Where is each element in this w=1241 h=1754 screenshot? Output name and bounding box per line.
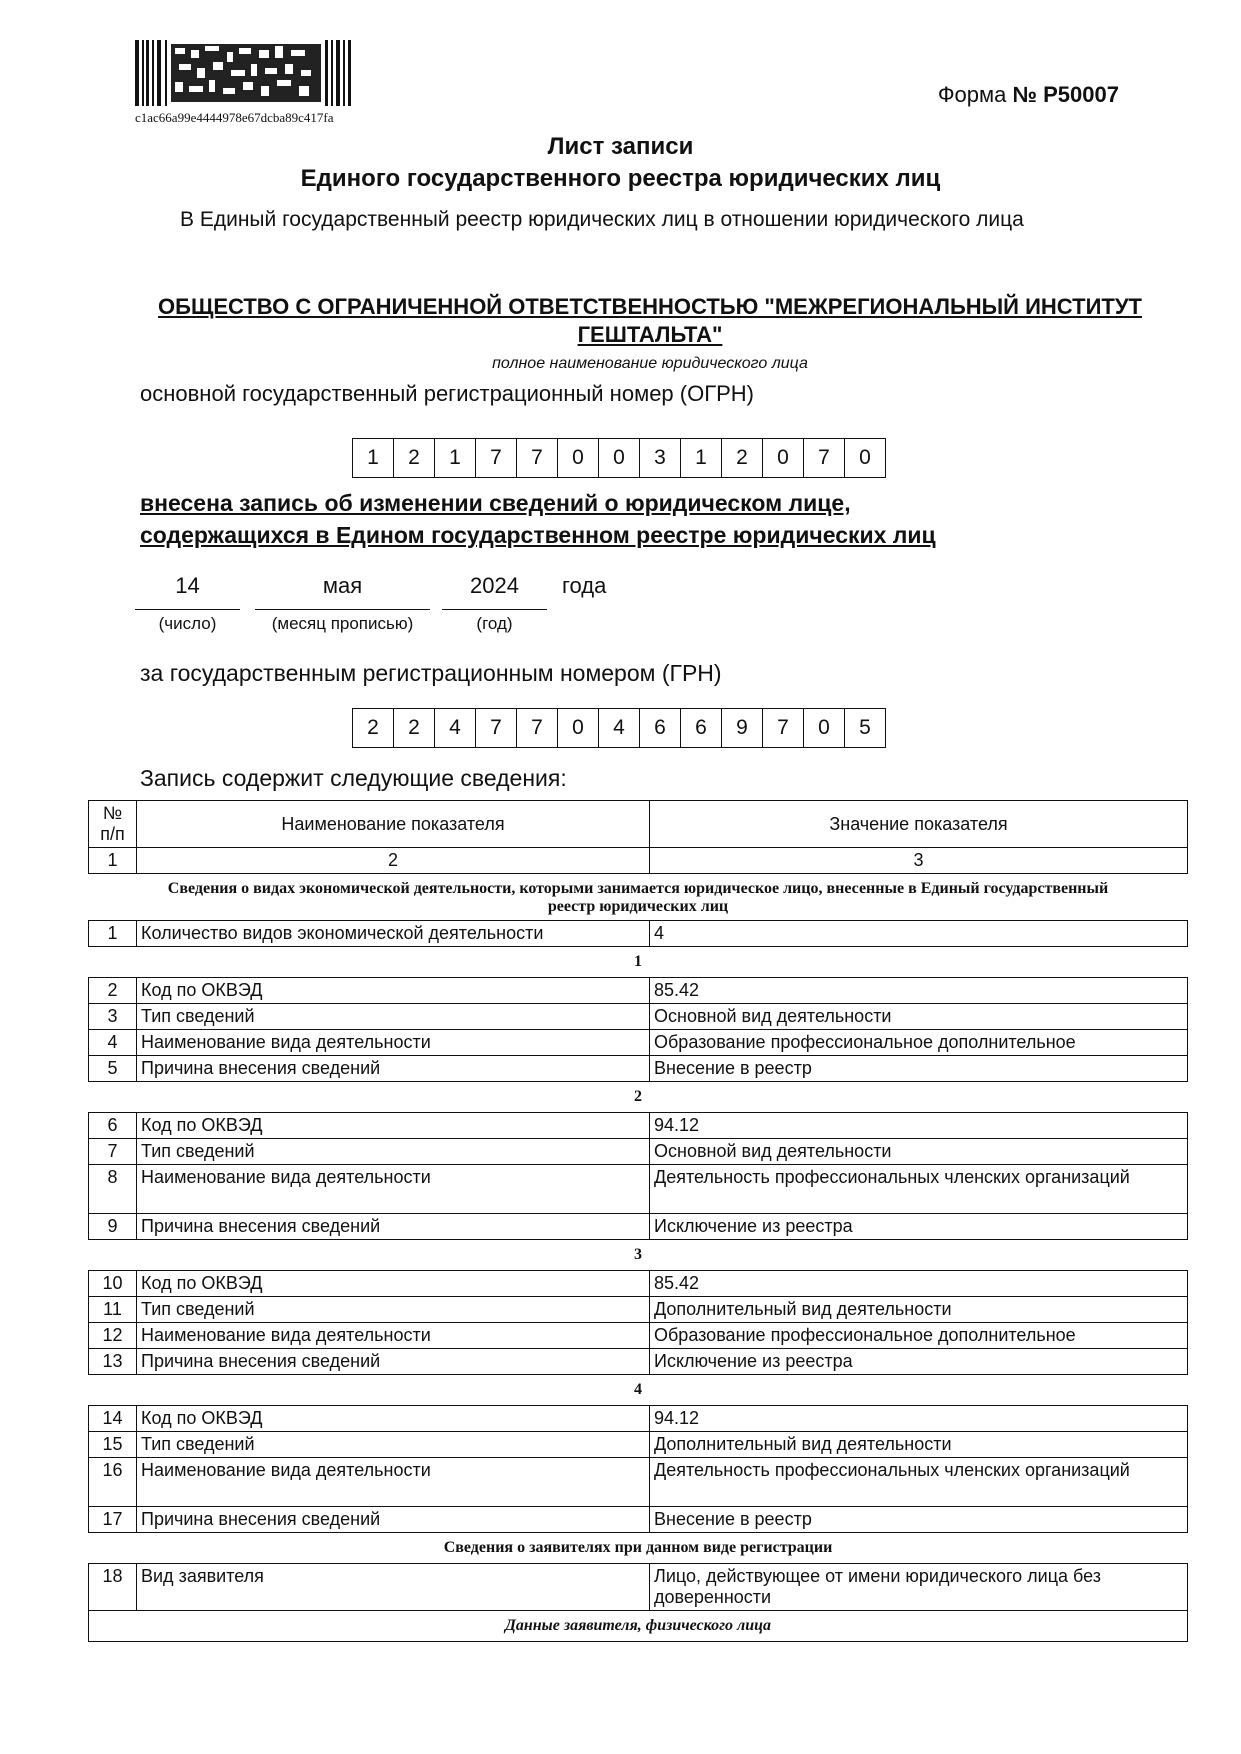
row-name: Количество видов экономической деятельности — [137, 921, 650, 947]
row-number: 7 — [89, 1139, 137, 1165]
ogrn-digits — [352, 438, 886, 478]
col-number: 2 — [137, 848, 650, 874]
row-value: 94.12 — [650, 1406, 1188, 1432]
date-day-line — [135, 609, 240, 610]
row-name: Код по ОКВЭД — [137, 1113, 650, 1139]
row-name: Наименование вида деятельности — [137, 1165, 650, 1214]
row-number: 8 — [89, 1165, 137, 1214]
subsection-heading-text: Данные заявителя, физического лица — [89, 1611, 1188, 1642]
row-number: 10 — [89, 1271, 137, 1297]
col-number: 3 — [650, 848, 1188, 874]
group-heading — [89, 1375, 1188, 1406]
grn-label: за государственным регистрационным номером (ГРН) — [140, 660, 722, 686]
row-number: 18 — [89, 1564, 137, 1611]
grn-digit: 4 — [435, 708, 476, 748]
grn-digit: 5 — [845, 708, 886, 748]
row-value: Деятельность профессиональных членских организаций — [650, 1458, 1188, 1507]
date-day-caption: (число) — [158, 614, 217, 633]
form-code: № Р50007 — [1012, 82, 1119, 107]
table-header — [89, 801, 1188, 848]
row-value: 94.12 — [650, 1113, 1188, 1139]
date-year-caption: (год) — [476, 614, 513, 633]
section-heading-text: Сведения о заявителях при данном виде регистрации — [89, 1533, 1188, 1564]
table-number-row — [89, 848, 1188, 874]
col-value-header: Значение показателя — [650, 801, 1188, 848]
group-heading — [89, 1240, 1188, 1271]
row-number: 13 — [89, 1349, 137, 1375]
row-value: 85.42 — [650, 978, 1188, 1004]
row-name: Причина внесения сведений — [137, 1507, 650, 1533]
date-year: 2024 — [470, 573, 519, 598]
org-name: ОБЩЕСТВО С ОГРАНИЧЕННОЙ ОТВЕТСТВЕННОСТЬЮ "МЕЖРЕГИОНАЛЬНЫЙ ИНСТИТУТ ГЕШТАЛЬТА" — [158, 294, 1142, 347]
date-month: мая — [322, 573, 363, 598]
row-name: Наименование вида деятельности — [137, 1323, 650, 1349]
table-row — [89, 1564, 1188, 1611]
grn-digit: 7 — [517, 708, 558, 748]
row-number: 17 — [89, 1507, 137, 1533]
entry-statement — [140, 487, 1140, 551]
row-value: Лицо, действующее от имени юридического лица без доверенности — [650, 1564, 1188, 1611]
form-number — [938, 82, 1119, 108]
ogrn-digit: 1 — [353, 438, 394, 478]
table-row — [89, 1323, 1188, 1349]
table-row — [89, 1004, 1188, 1030]
ogrn-digit: 1 — [435, 438, 476, 478]
ogrn-digit: 0 — [845, 438, 886, 478]
col-name-header: Наименование показателя — [137, 801, 650, 848]
ogrn-digit: 7 — [476, 438, 517, 478]
row-name: Тип сведений — [137, 1004, 650, 1030]
grn-digit: 2 — [353, 708, 394, 748]
row-value: Дополнительный вид деятельности — [650, 1432, 1188, 1458]
subsection-heading — [89, 1611, 1188, 1642]
row-name: Тип сведений — [137, 1432, 650, 1458]
ogrn-digit: 7 — [517, 438, 558, 478]
row-number: 12 — [89, 1323, 137, 1349]
table-row — [89, 1139, 1188, 1165]
row-name: Тип сведений — [137, 1139, 650, 1165]
page-subtitle: Единого государственного реестра юридических лиц — [300, 165, 941, 192]
table-row — [89, 921, 1188, 947]
table-row — [89, 1056, 1188, 1082]
ogrn-label: основной государственный регистрационный номер (ОГРН) — [140, 381, 755, 406]
date-day: 14 — [175, 573, 200, 598]
section-heading — [89, 1533, 1188, 1564]
ogrn-digit: 7 — [804, 438, 845, 478]
grn-digits — [352, 708, 886, 748]
row-number: 1 — [89, 921, 137, 947]
group-heading — [89, 947, 1188, 978]
date-month-caption: (месяц прописью) — [271, 614, 414, 633]
row-value: 4 — [650, 921, 1188, 947]
grn-digit: 9 — [722, 708, 763, 748]
table-row — [89, 1165, 1188, 1214]
table-row — [89, 1458, 1188, 1507]
table-row — [89, 1297, 1188, 1323]
grn-digit: 6 — [681, 708, 722, 748]
table-row — [89, 1349, 1188, 1375]
row-name: Тип сведений — [137, 1297, 650, 1323]
table-row — [89, 1271, 1188, 1297]
datamatrix-barcode-icon — [135, 40, 355, 106]
grn-digit: 0 — [804, 708, 845, 748]
row-name: Наименование вида деятельности — [137, 1030, 650, 1056]
col-number: 1 — [89, 848, 137, 874]
row-value: Внесение в реестр — [650, 1056, 1188, 1082]
row-value: Исключение из реестра — [650, 1214, 1188, 1240]
row-name: Код по ОКВЭД — [137, 1271, 650, 1297]
row-value: 85.42 — [650, 1271, 1188, 1297]
row-number: 9 — [89, 1214, 137, 1240]
section-heading-text: Сведения о видах экономической деятельности, которыми занимается юридическое лицо, внесенные в Единый государственный реестр юридических лиц — [89, 874, 1188, 921]
ogrn-digit: 2 — [722, 438, 763, 478]
date-suffix: года — [562, 573, 607, 598]
table-row — [89, 1507, 1188, 1533]
entry-line: содержащихся в Едином государственном реестре юридических лиц — [140, 522, 936, 548]
table-row — [89, 1113, 1188, 1139]
table-row — [89, 1406, 1188, 1432]
row-value: Исключение из реестра — [650, 1349, 1188, 1375]
row-number: 2 — [89, 978, 137, 1004]
ogrn-digit: 0 — [599, 438, 640, 478]
org-name-caption: полное наименование юридического лица — [492, 355, 808, 372]
page-title: Лист записи — [547, 133, 694, 160]
intro-text: В Единый государственный реестр юридических лиц в отношении юридического лица — [180, 208, 1024, 231]
row-number: 11 — [89, 1297, 137, 1323]
records-table — [88, 800, 1188, 1642]
row-name: Код по ОКВЭД — [137, 1406, 650, 1432]
row-value: Основной вид деятельности — [650, 1139, 1188, 1165]
table-row — [89, 1030, 1188, 1056]
row-value: Деятельность профессиональных членских организаций — [650, 1165, 1188, 1214]
grn-digit: 0 — [558, 708, 599, 748]
row-number: 5 — [89, 1056, 137, 1082]
row-name: Причина внесения сведений — [137, 1214, 650, 1240]
form-prefix: Форма — [937, 82, 1007, 107]
grn-digit: 7 — [763, 708, 804, 748]
date-year-line — [442, 609, 547, 610]
row-value: Основной вид деятельности — [650, 1004, 1188, 1030]
group-label: 3 — [89, 1240, 1188, 1271]
group-label: 2 — [89, 1082, 1188, 1113]
date-month-line — [255, 609, 430, 610]
group-heading — [89, 1082, 1188, 1113]
row-value: Дополнительный вид деятельности — [650, 1297, 1188, 1323]
row-name: Код по ОКВЭД — [137, 978, 650, 1004]
grn-digit: 2 — [394, 708, 435, 748]
document-hash: c1ac66a99e4444978e67dcba89c417fa — [135, 110, 334, 125]
ogrn-digit: 0 — [763, 438, 804, 478]
row-value: Внесение в реестр — [650, 1507, 1188, 1533]
grn-digit: 6 — [640, 708, 681, 748]
row-number: 14 — [89, 1406, 137, 1432]
group-label: 1 — [89, 947, 1188, 978]
row-number: 3 — [89, 1004, 137, 1030]
row-number: 16 — [89, 1458, 137, 1507]
table-row — [89, 1214, 1188, 1240]
ogrn-digit: 0 — [558, 438, 599, 478]
contains-label: Запись содержит следующие сведения: — [140, 765, 567, 791]
group-label: 4 — [89, 1375, 1188, 1406]
grn-digit: 4 — [599, 708, 640, 748]
ogrn-digit: 1 — [681, 438, 722, 478]
row-name: Причина внесения сведений — [137, 1349, 650, 1375]
row-number: 15 — [89, 1432, 137, 1458]
entry-line: внесена запись об изменении сведений о юридическом лице, — [140, 490, 851, 516]
row-number: 6 — [89, 1113, 137, 1139]
section-heading — [89, 874, 1188, 921]
row-number: 4 — [89, 1030, 137, 1056]
row-value: Образование профессиональное дополнительное — [650, 1323, 1188, 1349]
ogrn-digit: 3 — [640, 438, 681, 478]
row-name: Наименование вида деятельности — [137, 1458, 650, 1507]
ogrn-digit: 2 — [394, 438, 435, 478]
row-name: Причина внесения сведений — [137, 1056, 650, 1082]
table-row — [89, 978, 1188, 1004]
row-name: Вид заявителя — [137, 1564, 650, 1611]
grn-digit: 7 — [476, 708, 517, 748]
row-value: Образование профессиональное дополнительное — [650, 1030, 1188, 1056]
col-no-header: № п/п — [89, 801, 137, 848]
table-row — [89, 1432, 1188, 1458]
